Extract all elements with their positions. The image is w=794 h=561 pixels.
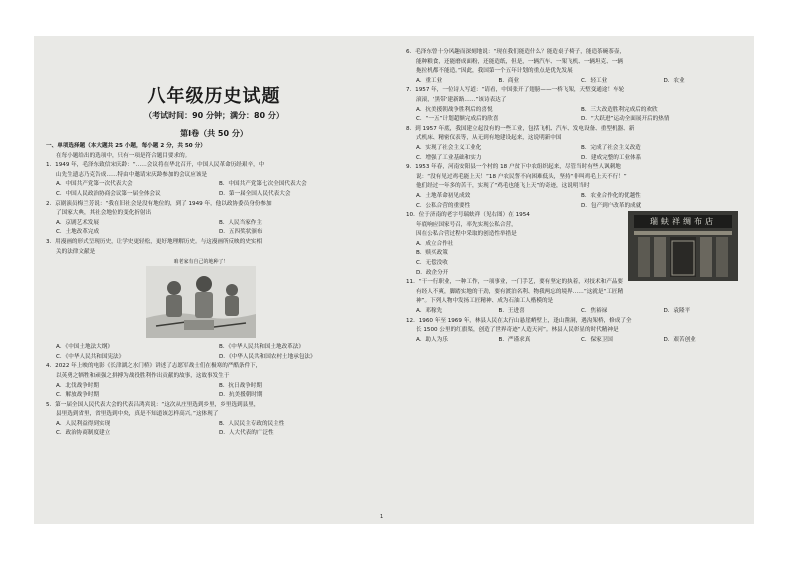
option-c: C．解放战争时期 xyxy=(56,392,100,399)
option-a: A．中国共产党第一次代表大会 xyxy=(56,181,133,188)
option-d: D．政企分开 xyxy=(416,269,449,276)
question-12 xyxy=(406,317,746,346)
left-column xyxy=(46,36,382,439)
exam-sheet xyxy=(34,36,754,524)
option-d: D．包产到户改革的成就 xyxy=(581,202,642,209)
right-column xyxy=(406,36,746,345)
option-d: D．人大代表的广泛性 xyxy=(219,430,274,437)
question-stem: 5．第一届全国人民代表大会的代表吕鸿宾说：“这次从庄里选到乡里，乡里选到县里， xyxy=(46,401,260,408)
option-c: C．土地改革完成 xyxy=(56,229,100,236)
question-stem: 12．1960 年至 1969 年，林县人民在太行山悬崖峭壁上，逢山凿洞，遇沟架桥，修成了全 xyxy=(406,317,632,324)
question-4 xyxy=(46,362,382,400)
option-b: B．王进喜 xyxy=(498,308,525,315)
option-b: B．农业合作化的优越性 xyxy=(581,192,641,199)
option-a: A．《中国土地法大纲》 xyxy=(56,344,113,351)
question-stem: 长 1500 公里的红旗渠，创造了世界奇迹“人造天河”。林县人民彰显的时代精神是 xyxy=(416,327,619,334)
section-note: 在每小题给出的选项中，只有一项是符合题目要求的。 xyxy=(56,152,191,159)
question-stem: 有经人不爽，脚踏实地的干劲，要有渡泊名利、物我两忘的境界……”这就是“工匠精 xyxy=(416,288,624,295)
question-stem: 了国家大典，其社会地位的变化折射出 xyxy=(56,210,152,217)
question-8 xyxy=(406,125,746,163)
question-stem: 关的法律文献是 xyxy=(56,248,96,255)
question-stem: 能种粮食，还能磨成面粉，还能造纸，但是，一辆汽车、一架飞机、一辆坦克、一辆 xyxy=(416,58,623,65)
question-stem: 滚滚，‘黑带’建新路……”该诗表达了 xyxy=(416,96,507,103)
question-9 xyxy=(406,163,746,211)
option-c: C．《中华人民共和国宪法》 xyxy=(56,353,125,360)
question-stem: 因在公私合营过程中采取的创造性举措是 xyxy=(416,231,517,238)
cartoon-caption: 咱老家有自己的地种了！ xyxy=(173,259,229,266)
option-c: C．轻工业 xyxy=(581,77,608,84)
question-11 xyxy=(406,278,746,316)
option-a: A．助人为乐 xyxy=(416,336,448,343)
question-stem: 拖拉机都不能造。”因此，我国第一个五年计划的重点是优先发展 xyxy=(416,68,573,75)
option-a: A．抗美援朝战争胜利后的喜悦 xyxy=(416,106,493,113)
question-6 xyxy=(406,48,746,86)
cartoon-illustration xyxy=(146,259,256,341)
question-stem: 8．到 1957 年底，我国建立起没有的一些工业，包括飞机、汽车、发电设备、重型机器、新 xyxy=(406,125,635,132)
option-b: B．商业 xyxy=(498,77,520,84)
option-c: C．公私合营的重要性 xyxy=(416,202,471,209)
question-stem: 式机床、精密仪表等，从无到有地建设起来，这说明新中国 xyxy=(416,135,562,142)
question-stem: 6．毛泽东曾十分风趣而深刻地说：“现在我们能造什么？能造桌子椅子，能造茶碗茶壶， xyxy=(406,49,626,55)
option-a: A．土地革命初见成效 xyxy=(416,192,471,199)
question-stem: 10．位于济南的老字号瑞蚨祥（见右图）在 1954 xyxy=(406,212,530,219)
option-a: A．京剧艺术发展 xyxy=(56,219,99,226)
exam-meta: （考试时间：90 分钟；满分：80 分） xyxy=(144,111,284,120)
storefront-sign: 瑞蚨祥绸布店 xyxy=(634,215,732,228)
storefront-icon xyxy=(628,211,738,281)
option-a: A．成立合作社 xyxy=(416,240,454,247)
question-stem: 他们经过一年多的苦干，实现了“鸡毛也能飞上天”的奇迹，这说明当时 xyxy=(416,183,590,190)
option-b: B．抗日战争时期 xyxy=(219,382,262,389)
option-b: B．赎买政策 xyxy=(416,250,448,257)
question-stem: 2．京剧演员梅兰芳说：“我在旧社会是没有地位的，到了 1949 年，他以政协委员身份参加 xyxy=(46,200,272,207)
option-d: D．建成完整的工业体系 xyxy=(581,154,642,161)
option-d: D．艰苦创业 xyxy=(663,336,696,343)
option-c: C．中国人民政治协商会议第一届全体会议 xyxy=(56,190,161,197)
option-d: D．农业 xyxy=(663,77,685,84)
option-d: D．抗美援朝时期 xyxy=(219,392,263,399)
question-1 xyxy=(46,161,382,199)
question-stem: 9．1953 年春，河南安阳县一个村的 18 户贫下中农组织起来，尽管当时有些人讽刺地 xyxy=(406,164,621,171)
option-d: D．袁隆平 xyxy=(663,308,691,315)
option-a: A．人民利益得到实现 xyxy=(56,420,111,427)
question-stem: 1．1949 年，毛泽东致信宋庆龄：“……会议将在华北召开，中国人民革命历经艰辛，中 xyxy=(46,162,265,169)
farmers-cartoon-icon xyxy=(146,266,256,338)
question-stem: 3．用漫画的形式呈现历史，让学史更轻松，更好地理解历史。与这漫画所反映的史实相 xyxy=(46,238,263,245)
option-b: B．三大改造胜利完成后的欢欣 xyxy=(581,106,658,113)
section-heading: 一、单项选择题（本大题共 25 小题，每小题 2 分，共 50 分） xyxy=(46,143,206,149)
page-number: 1 xyxy=(380,514,384,520)
question-5 xyxy=(46,401,382,439)
option-a: A．邓稼先 xyxy=(416,308,443,315)
option-d: D．《中华人民共和国农村土地承包法》 xyxy=(219,353,316,360)
option-b: B．人民当家作主 xyxy=(219,219,262,226)
question-stem: 4．2022 年上映的电影《长津湖之水门桥》讲述了志愿军战士们在极寒的严酷条件下， xyxy=(46,363,262,370)
question-7 xyxy=(406,86,746,124)
option-c: C．焦裕禄 xyxy=(581,308,608,315)
option-b: B．人民民主专政的民主性 xyxy=(219,420,285,427)
option-c: C．无偿没收 xyxy=(416,260,448,267)
option-d: D．第一届全国人民代表大会 xyxy=(219,190,291,197)
question-stem: 以英勇之牺牲和顽强之拼搏为战役胜利作出贡献的故事，这故事发生于 xyxy=(56,372,230,379)
question-3 xyxy=(46,238,382,362)
option-a: A．实现了社会主义工业化 xyxy=(416,144,482,151)
question-stem: 11．“干一行职业，一种工作，一项事业，一门手艺，要有坚定的执着，对技术和产品要 xyxy=(406,279,623,286)
option-c: C．保家卫国 xyxy=(581,336,613,343)
option-b: B．完成了社会主义改造 xyxy=(581,144,641,151)
part-heading: 第Ⅰ卷（共 50 分） xyxy=(180,129,248,138)
question-stem: 7．1957 年，一位诗人写道：“请看，中国张开了翅膀——一桥飞架，天堑变通途！车轮 xyxy=(406,87,625,94)
option-c: C．“一五”计划超额完成后的欣喜 xyxy=(416,116,499,123)
option-d: D．五四奖状颁布 xyxy=(219,229,263,236)
question-2 xyxy=(46,200,382,238)
option-b: B．严谨求真 xyxy=(498,336,531,343)
question-stem: 神”。下列人物中发扬工匠精神、成为石油工人楷模的是 xyxy=(416,298,554,305)
question-stem: 山先生遗志乃克告成……特由中邀请宋庆龄参加的会议应该是 xyxy=(56,171,208,178)
question-stem: 说：“没有见过鸡毛能上天！”18 户农民誓不向困难低头，坚持“非叫鸡毛上天不行！” xyxy=(416,173,627,180)
option-c: C．增强了工业基础和实力 xyxy=(416,154,482,161)
option-a: A．重工业 xyxy=(416,77,443,84)
option-c: C．政治协商制度建立 xyxy=(56,430,111,437)
storefront-photo xyxy=(628,211,738,281)
option-b: B．《中华人民共和国土地改革法》 xyxy=(219,344,304,351)
option-d: D．“大跃进”运动全面展开后的热情 xyxy=(581,116,670,123)
option-a: A．北伐战争时期 xyxy=(56,382,99,389)
question-stem: 县里选到省里，省里选到中央，真是不知道该怎样高兴。”这体现了 xyxy=(56,411,219,418)
question-10 xyxy=(406,211,746,278)
question-stem: 年底响应国家号召，率先实现公私合营， xyxy=(416,221,517,228)
option-b: B．中国共产党第七次全国代表大会 xyxy=(219,181,307,188)
exam-title: 八年级历史试题 xyxy=(147,86,281,107)
